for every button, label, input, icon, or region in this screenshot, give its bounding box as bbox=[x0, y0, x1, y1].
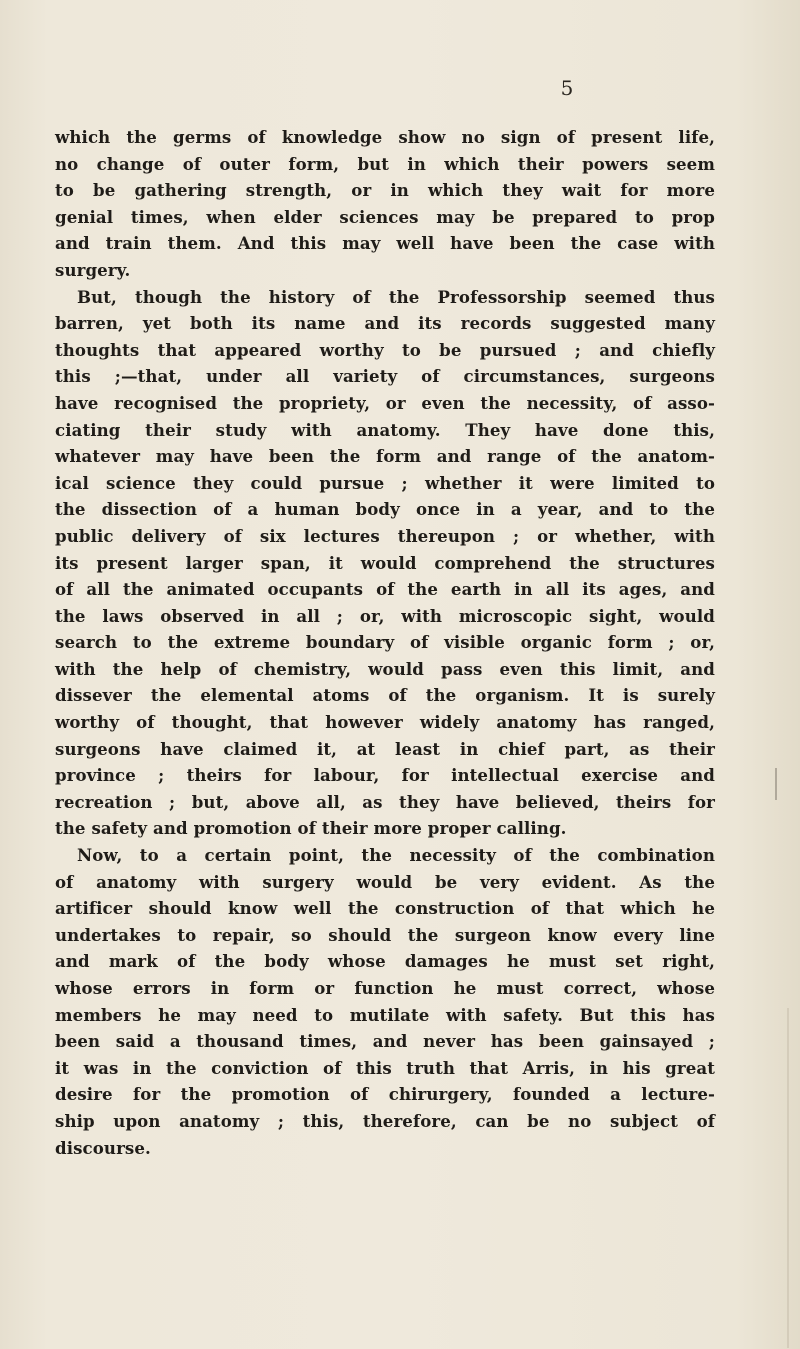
text-line: members he may need to mutilate with safety. But this has bbox=[55, 1004, 715, 1025]
margin-mark bbox=[775, 768, 777, 800]
text-line: have recognised the propriety, or even the necessity, of asso- bbox=[55, 392, 715, 413]
text-line: the safety and promotion of their more proper calling. bbox=[55, 818, 567, 839]
body-text bbox=[55, 124, 715, 1161]
text-line: been said a thousand times, and never has been gainsayed ; bbox=[55, 1031, 715, 1052]
page-edge-shadow bbox=[787, 1008, 789, 1348]
text-line: ship upon anatomy ; this, therefore, can be no subject of bbox=[55, 1110, 715, 1131]
text-line: of all the animated occupants of the earth in all its ages, and bbox=[55, 579, 715, 600]
text-line: province ; theirs for labour, for intellectual exercise and bbox=[55, 765, 715, 786]
text-line: ciating their study with anatomy. They have done this, bbox=[55, 419, 715, 440]
text-line: whatever may have been the form and range of the anatom- bbox=[55, 446, 715, 467]
text-line: search to the extreme boundary of visible organic form ; or, bbox=[55, 632, 715, 653]
text-line: with the help of chemistry, would pass even this limit, and bbox=[55, 658, 715, 679]
text-line: undertakes to repair, so should the surgeon know every line bbox=[55, 924, 715, 945]
text-line: desire for the promotion of chirurgery, founded a lecture- bbox=[55, 1084, 715, 1105]
text-line: worthy of thought, that however widely anatomy has ranged, bbox=[55, 712, 715, 733]
text-line: public delivery of six lectures thereupon ; or whether, with bbox=[55, 525, 715, 546]
text-line: the laws observed in all ; or, with microscopic sight, would bbox=[55, 605, 715, 626]
text-line: its present larger span, it would comprehend the structures bbox=[55, 552, 715, 573]
text-line: surgery. bbox=[55, 259, 131, 280]
text-line: recreation ; but, above all, as they have believed, theirs for bbox=[55, 791, 715, 812]
text-line: no change of outer form, but in which their powers seem bbox=[55, 153, 715, 174]
text-line: genial times, when elder sciences may be prepared to prop bbox=[55, 206, 715, 227]
text-line: thoughts that appeared worthy to be pursued ; and chiefly bbox=[55, 339, 715, 360]
paragraph-start: But, though the history of the Professorship seemed thus bbox=[77, 286, 715, 307]
text-line: and mark of the body whose damages he must set right, bbox=[55, 951, 715, 972]
text-line: which the germs of knowledge show no sign of present life, bbox=[55, 127, 715, 147]
text-line: and train them. And this may well have been the case with bbox=[55, 233, 715, 254]
text-line: ical science they could pursue ; whether it were limited to bbox=[55, 472, 715, 493]
text-line: barren, yet both its name and its records suggested many bbox=[55, 313, 715, 334]
text-line: this ;—that, under all variety of circumstances, surgeons bbox=[55, 366, 715, 387]
text-line: discourse. bbox=[55, 1137, 151, 1158]
paragraph-start: Now, to a certain point, the necessity of the combination bbox=[77, 845, 715, 866]
text-line: the dissection of a human body once in a year, and to the bbox=[55, 499, 715, 520]
text-line: to be gathering strength, or in which they wait for more bbox=[55, 180, 715, 201]
text-line: dissever the elemental atoms of the organism. It is surely bbox=[55, 685, 715, 706]
page-number: 5 bbox=[560, 76, 574, 100]
text-line: of anatomy with surgery would be very evident. As the bbox=[55, 871, 715, 892]
text-line: artificer should know well the construction of that which he bbox=[55, 898, 715, 919]
text-line: whose errors in form or function he must correct, whose bbox=[55, 978, 715, 998]
text-line: it was in the conviction of this truth that Arris, in his great bbox=[55, 1057, 715, 1078]
text-line: surgeons have claimed it, at least in chief part, as their bbox=[55, 738, 715, 759]
